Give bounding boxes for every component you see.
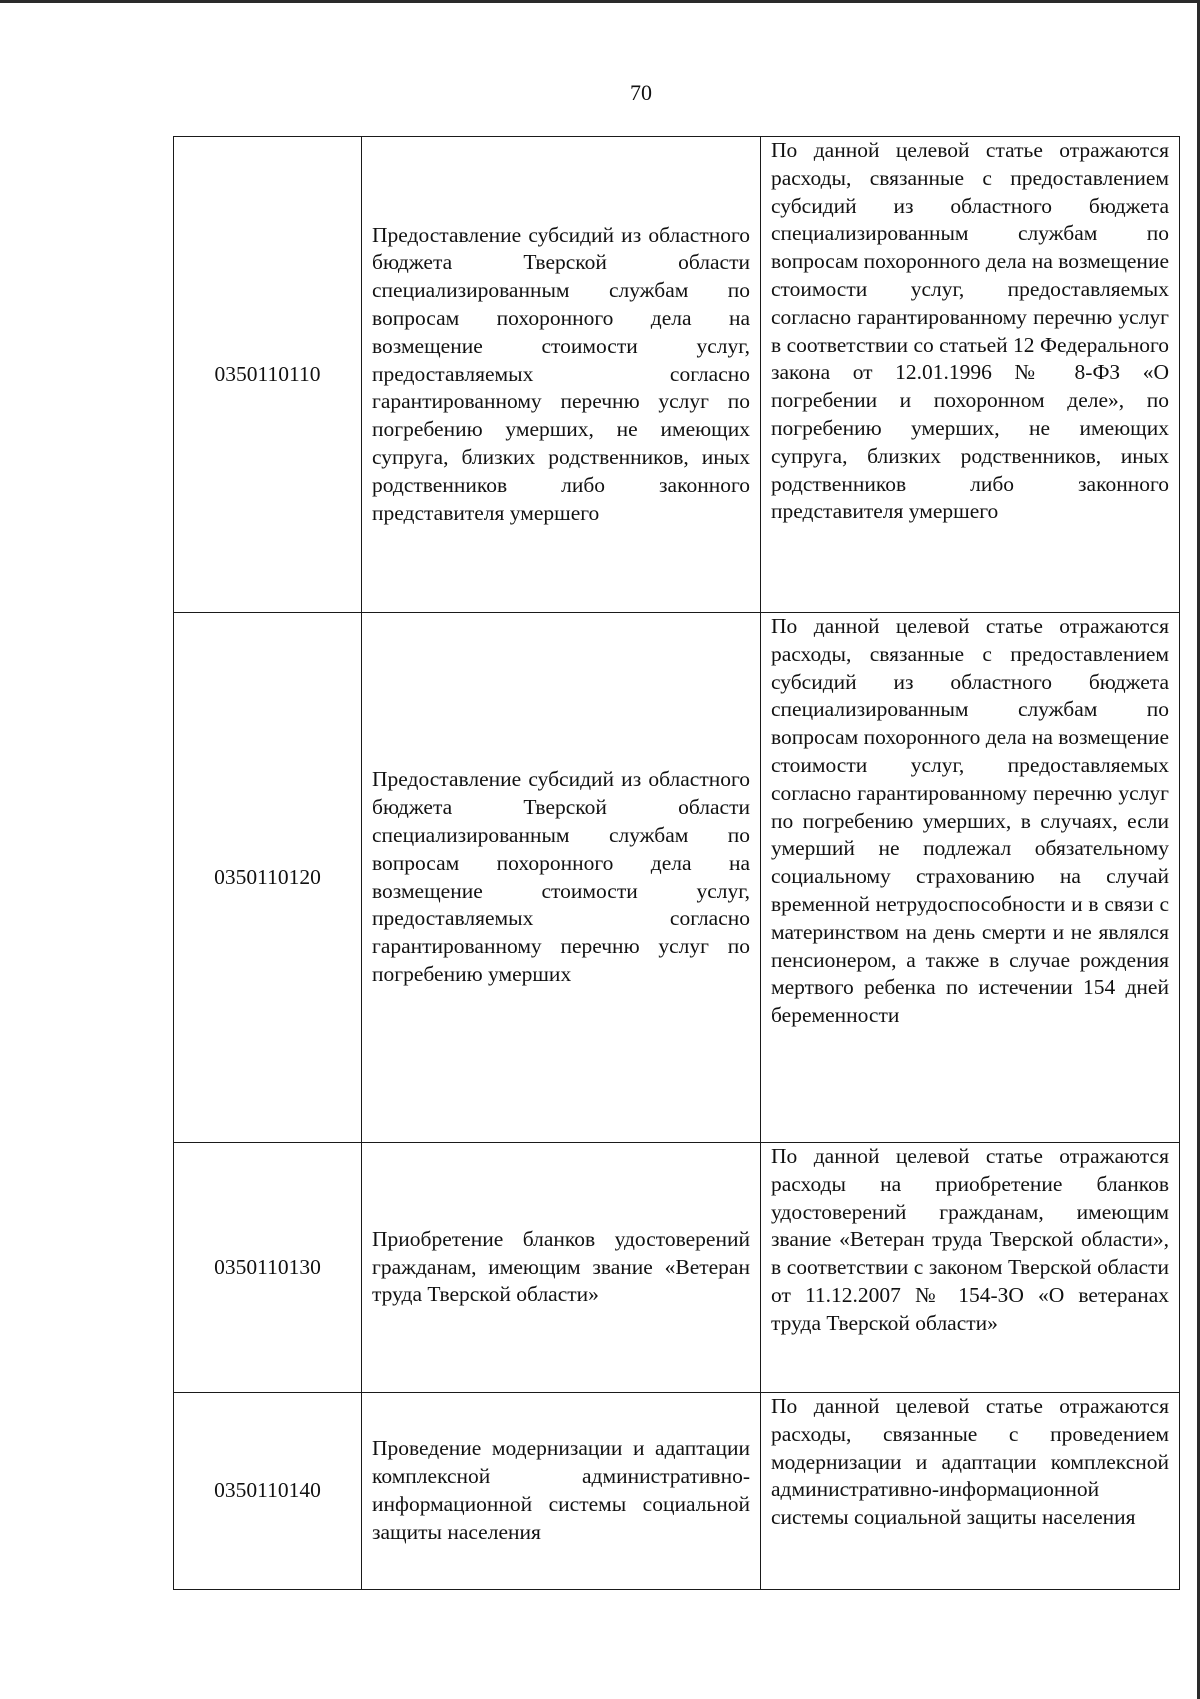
target-article-name: Приобретение бланков удостоверений гражданам, имеющим звание «Ветеран труда Тверской области» <box>362 1143 761 1393</box>
target-article-code: 0350110140 <box>174 1393 362 1590</box>
page-number: 70 <box>630 80 652 105</box>
budget-classification-table <box>173 136 1180 1590</box>
table-row <box>174 1393 1180 1590</box>
target-article-name: Предоставление субсидий из областного бюджета Тверской области специализированным службам по вопросам похоронного дела на возмещение стоимости услуг, предоставляемых согласно гарантированному перечню услуг по погребению умерших, не имеющих супруга, близких родственников, иных родственников либо законного представителя умершего <box>362 137 761 613</box>
target-article-description: По данной целевой статье отражаются расходы, связанные с предоставлением субсидий из областного бюджета специализированным службам по вопросам похоронного дела на возмещение стоимости услуг, предоставляемых согласно гарантированному перечню услуг по погребению умерших, в случаях, если умерший не подлежал обязательному социальному страхованию на случай временной нетрудоспособности и в связи с материнством на день смерти и не являлся пенсионером, а также в случае рождения мертвого ребенка по истечении 154 дней беременности <box>761 613 1180 1143</box>
target-article-name: Предоставление субсидий из областного бюджета Тверской области специализированным службам по вопросам похоронного дела на возмещение стоимости услуг, предоставляемых согласно гарантированному перечню услуг по погребению умерших <box>362 613 761 1143</box>
target-article-description: По данной целевой статье отражаются расходы, связанные с проведением модернизации и адаптации комплексной административно-информационной системы социальной защиты населения <box>761 1393 1180 1590</box>
scan-edge-top <box>0 0 1200 3</box>
table-row <box>174 1143 1180 1393</box>
target-article-code: 0350110120 <box>174 613 362 1143</box>
target-article-code: 0350110110 <box>174 137 362 613</box>
table-row <box>174 137 1180 613</box>
target-article-name: Проведение модернизации и адаптации комплексной административно-информационной системы социальной защиты населения <box>362 1393 761 1590</box>
target-article-description: По данной целевой статье отражаются расходы, связанные с предоставлением субсидий из областного бюджета специализированным службам по вопросам похоронного дела на возмещение стоимости услуг, предоставляемых согласно гарантированному перечню услуг в соответствии со статьей 12 Федерального закона от 12.01.1996 № 8-ФЗ «О погребении и похоронном деле», по погребению умерших, не имеющих супруга, близких родственников, иных родственников либо законного представителя умершего <box>761 137 1180 613</box>
table-row <box>174 613 1180 1143</box>
target-article-code: 0350110130 <box>174 1143 362 1393</box>
target-article-description: По данной целевой статье отражаются расходы на приобретение бланков удостоверений гражданам, имеющим звание «Ветеран труда Тверской области», в соответствии с законом Тверской области от 11.12.2007 № 154-ЗО «О ветеранах труда Тверской области» <box>761 1143 1180 1393</box>
